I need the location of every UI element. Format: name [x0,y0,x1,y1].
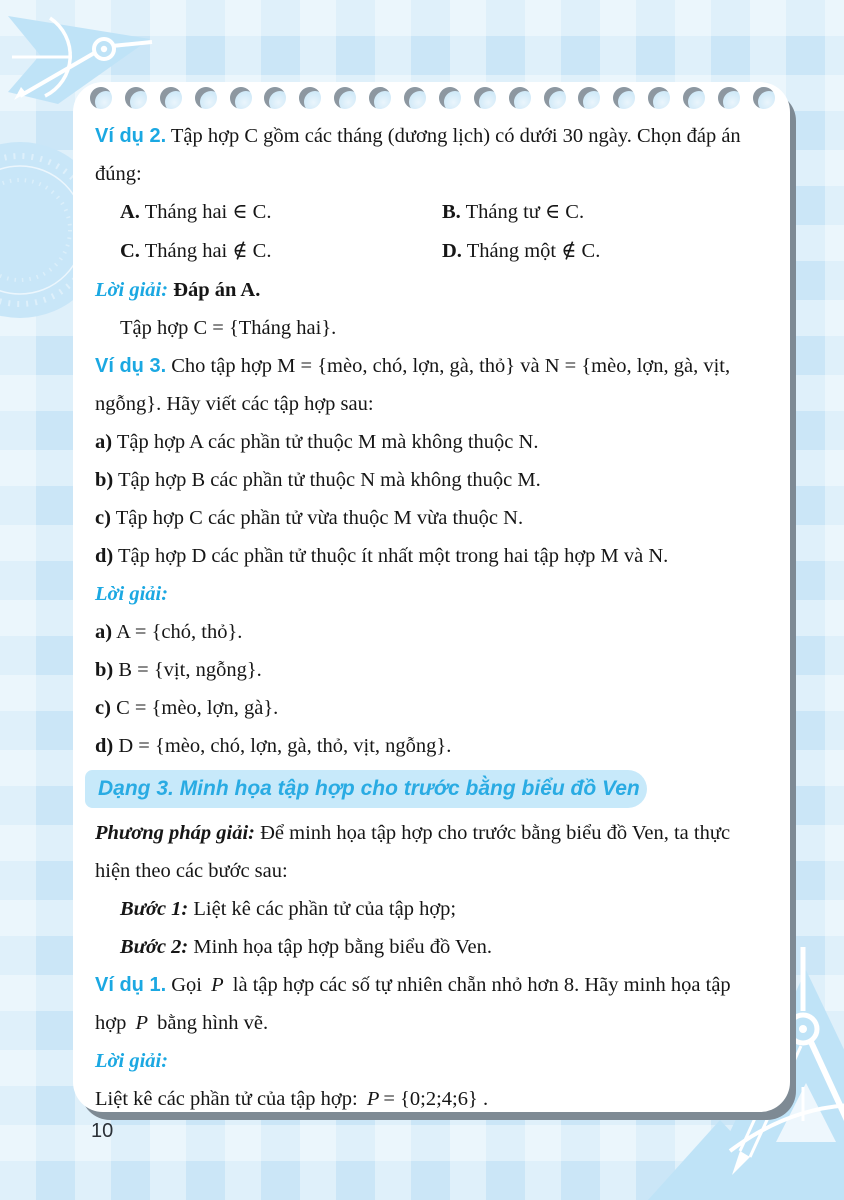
step-2-label: Bước 2: [120,936,189,958]
question-b-label: b) [95,469,114,491]
binder-hole-icon [369,87,391,109]
example2-statement [95,117,766,193]
binder-hole-icon [195,87,217,109]
question-d-text: Tập hợp D các phần tử thuộc ít nhất một trong hai tập hợp M và N. [118,545,669,567]
example1-text-1: Gọi [171,974,202,996]
example2-solution-text: Tập hợp C = {Tháng hai}. [120,317,337,339]
example2-options [95,193,766,271]
example1-label: Ví dụ 1. [95,974,167,996]
binder-hole-icon [125,87,147,109]
example1-solution-label [95,1042,766,1080]
example3-question-a [95,423,766,461]
option-c-text: Tháng hai ∉ C. [144,240,272,262]
binder-hole-icon [509,87,531,109]
example3-answer-d [95,727,766,765]
step-2-text: Minh họa tập hợp bằng biểu đồ Ven. [193,936,492,958]
question-d-label: d) [95,545,114,567]
binder-hole-icon [439,87,461,109]
example3-label: Ví dụ 3. [95,355,167,377]
example1-var-2: P [135,1012,148,1034]
question-c-label: c) [95,507,111,529]
page-content [73,109,790,1118]
example3-question-b [95,461,766,499]
example2-label: Ví dụ 2. [95,125,167,147]
answer-a-label: a) [95,621,113,643]
option-a-label: A. [120,201,140,223]
binder-hole-icon [683,87,705,109]
binder-hole-icon [334,87,356,109]
option-d-text: Tháng một ∉ C. [466,240,601,262]
method-text: Để minh họa tập hợp cho trước bằng biểu đồ Ven, ta thực hiện theo các bước sau: [95,822,731,882]
option-a [120,193,442,232]
method-paragraph [95,814,766,890]
example1-var-1: P [211,974,224,996]
example3-answer-b [95,651,766,689]
example3-statement [95,347,766,423]
answer-d-text: D = {mèo, chó, lợn, gà, thỏ, vịt, ngỗng}. [118,735,452,757]
question-a-text: Tập hợp A các phần tử thuộc M mà không thuộc N. [116,431,539,453]
binder-hole-icon [404,87,426,109]
section-banner: Dạng 3. Minh họa tập hợp cho trước bằng biểu đồ Ven [85,770,647,808]
option-b-label: B. [442,201,461,223]
example1-text-2: là tập hợp các số tự nhiên chẵn nhỏ hơn 8. Hãy minh họa tập hợp [95,974,731,1034]
binder-hole-icon [718,87,740,109]
binder-hole-icon [264,87,286,109]
option-a-text: Tháng hai ∈ C. [144,201,272,223]
example3-question-c [95,499,766,537]
example1-text-3: bằng hình vẽ. [157,1012,269,1034]
question-c-text: Tập hợp C các phần tử vừa thuộc M vừa thuộc N. [115,507,524,529]
example1-solution [95,1080,766,1118]
answer-d-label: d) [95,735,114,757]
example1-statement [95,966,766,1042]
binder-hole-icon [230,87,252,109]
answer-c-text: C = {mèo, lợn, gà}. [116,697,279,719]
example3-answer-a [95,613,766,651]
example3-question-d [95,537,766,575]
option-d [442,232,766,271]
question-b-text: Tập hợp B các phần tử thuộc N mà không thuộc M. [118,469,541,491]
example2-text: Tập hợp C gồm các tháng (dương lịch) có dưới 30 ngày. Chọn đáp án đúng: [95,125,741,185]
binder-hole-icon [613,87,635,109]
example2-solution [95,271,766,309]
example1-solution-var: P [366,1088,380,1110]
binder-hole-icon [753,87,775,109]
example3-text: Cho tập hợp M = {mèo, chó, lợn, gà, thỏ} và N = {mèo, lợn, gà, vịt, ngỗng}. Hãy viết các tập hợp sau: [95,355,731,415]
answer-c-label: c) [95,697,111,719]
solution-label: Lời giải: [95,583,169,605]
option-b-text: Tháng tư ∈ C. [465,201,585,223]
step-2 [95,928,766,966]
example3-answer-c [95,689,766,727]
option-b [442,193,766,232]
question-a-label: a) [95,431,113,453]
solution-label: Lời giải: [95,1050,169,1072]
example1-solution-math: = {0;2;4;6} . [383,1088,489,1110]
answer-b-text: B = {vịt, ngỗng}. [118,659,262,681]
binder-hole-icon [299,87,321,109]
method-label: Phương pháp giải: [95,822,255,844]
answer-a-text: A = {chó, thỏ}. [116,621,243,643]
page-number: 10 [91,1120,114,1142]
binder-hole-icon [474,87,496,109]
step-1-text: Liệt kê các phần tử của tập hợp; [193,898,457,920]
step-1-label: Bước 1: [120,898,189,920]
notebook-page-card [73,82,790,1112]
example3-solution-label [95,575,766,613]
binder-hole-icon [90,87,112,109]
example2-solution-answer: Đáp án A. [173,279,261,301]
answer-b-label: b) [95,659,114,681]
option-c [120,232,442,271]
solution-label: Lời giải: [95,279,169,301]
example1-solution-text: Liệt kê các phần tử của tập hợp: [95,1088,358,1110]
option-c-label: C. [120,240,140,262]
step-1 [95,890,766,928]
binder-hole-icon [544,87,566,109]
binder-hole-icon [648,87,670,109]
option-d-label: D. [442,240,462,262]
binder-hole-icon [160,87,182,109]
binder-hole-icon [578,87,600,109]
binder-holes-row [73,82,790,109]
